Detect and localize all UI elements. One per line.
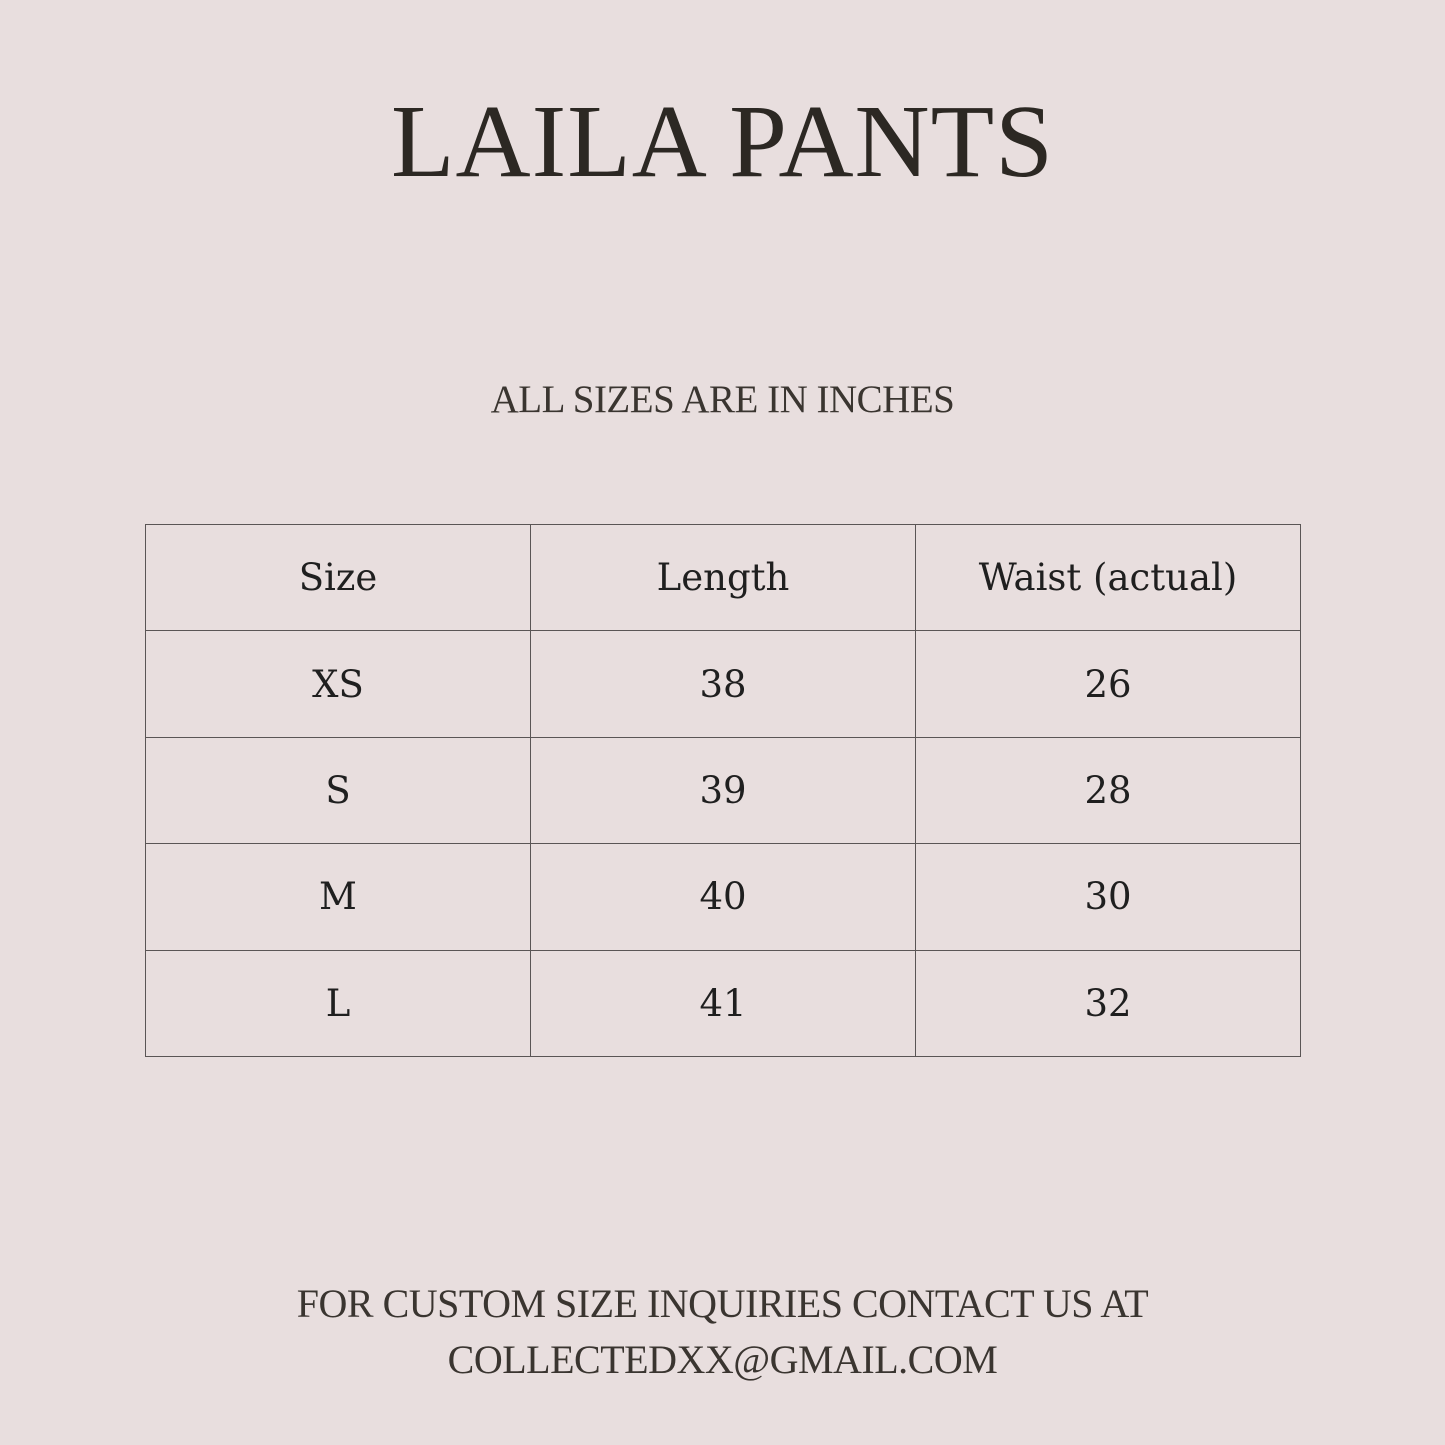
table-header-row <box>146 525 1301 631</box>
size-cell: XS <box>146 631 531 737</box>
size-cell: S <box>146 737 531 843</box>
table-row <box>146 631 1301 737</box>
units-note: ALL SIZES ARE IN INCHES <box>490 378 955 421</box>
length-cell: 41 <box>531 950 916 1056</box>
size-chart-table <box>145 524 1301 1057</box>
table-row <box>146 737 1301 843</box>
table-row <box>146 950 1301 1056</box>
length-cell: 39 <box>531 737 916 843</box>
size-cell: M <box>146 844 531 950</box>
header-waist: Waist (actual) <box>916 525 1301 631</box>
length-cell: 40 <box>531 844 916 950</box>
table-row <box>146 844 1301 950</box>
waist-cell: 30 <box>916 844 1301 950</box>
waist-cell: 26 <box>916 631 1301 737</box>
length-cell: 38 <box>531 631 916 737</box>
contact-footer <box>0 1276 1445 1388</box>
contact-email: COLLECTEDXX@GMAIL.COM <box>447 1337 998 1382</box>
header-size: Size <box>146 525 531 631</box>
waist-cell: 28 <box>916 737 1301 843</box>
contact-text: FOR CUSTOM SIZE INQUIRIES CONTACT US AT <box>296 1281 1149 1326</box>
waist-cell: 32 <box>916 950 1301 1056</box>
page-title: LAILA PANTS <box>390 84 1055 199</box>
header-length: Length <box>531 525 916 631</box>
size-cell: L <box>146 950 531 1056</box>
